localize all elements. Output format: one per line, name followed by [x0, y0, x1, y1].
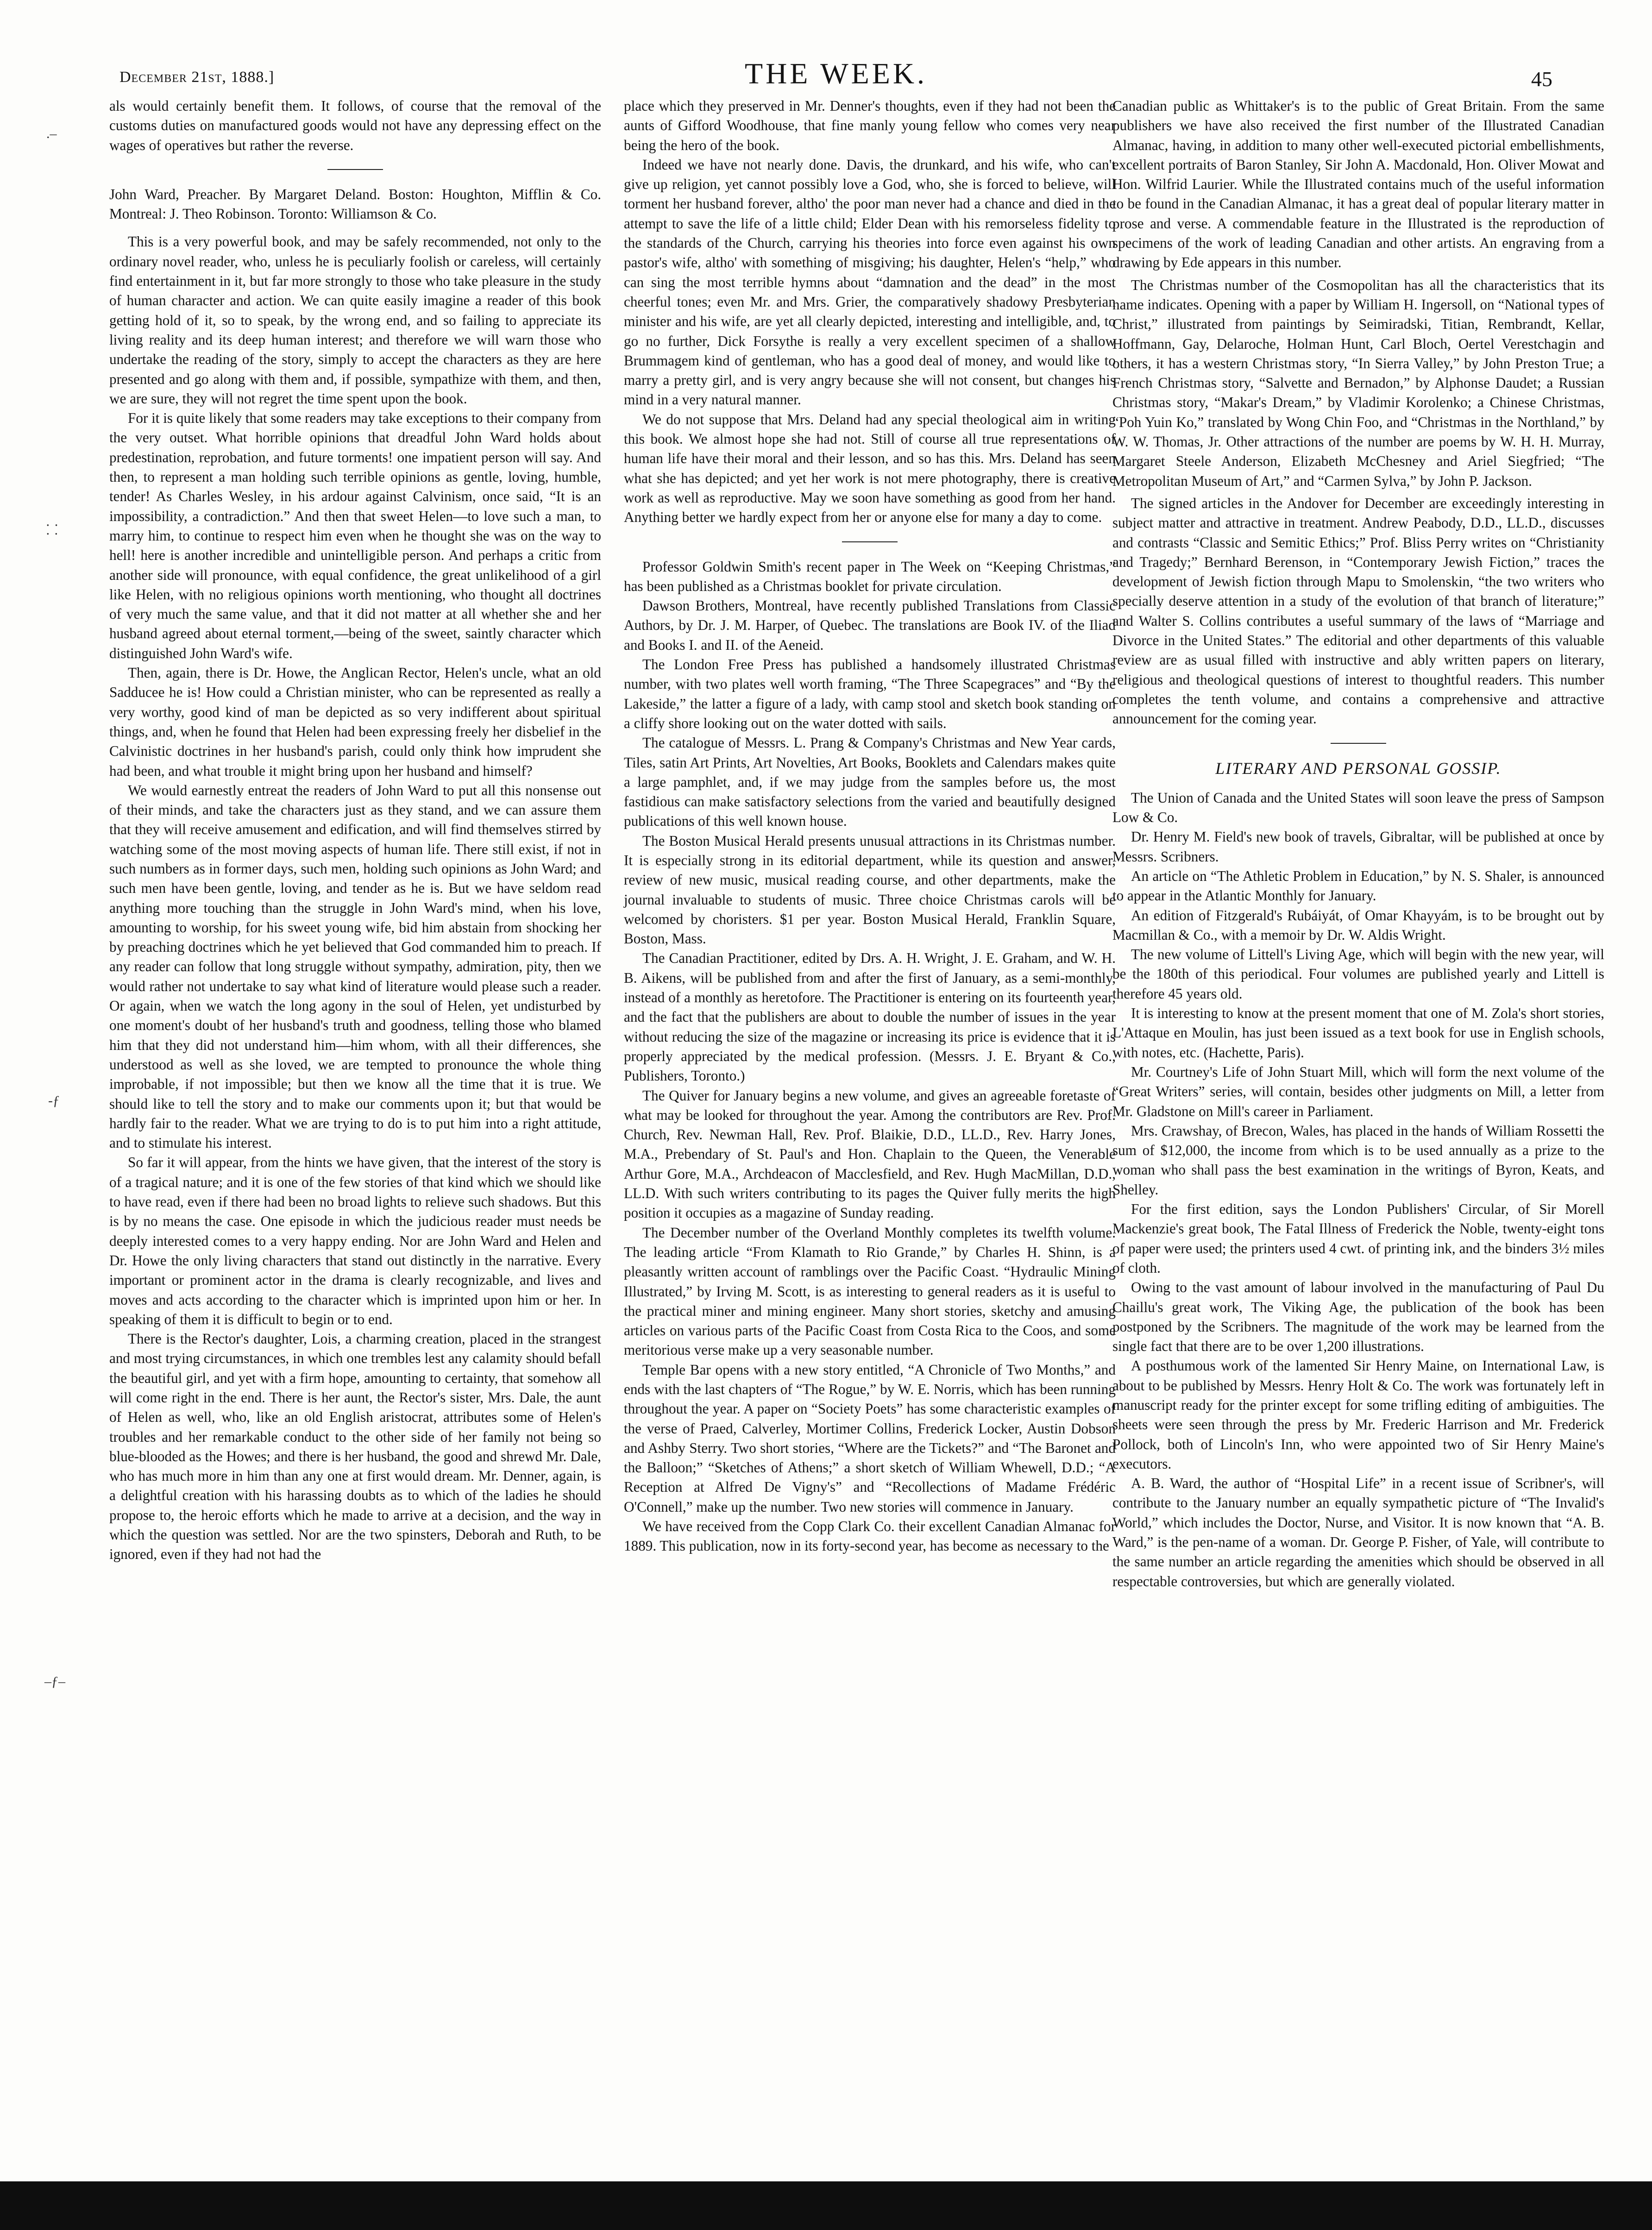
divider-rule — [842, 541, 898, 542]
paragraph: The Christmas number of the Cosmopolitan has all the characteristics that its name indicates. Opening with a paper by William H. Ingersoll, on “National types of Christ,” illustrated from paintings by Seimiradski, Titian, Rembrandt, Kellar, Hoffmann, Gay, Delaroche, Holman Hunt, Carl Bloch, Oertel Verestchagin and others, it has a western Christmas story, “In Sierra Valley,” by John Preston True; a French Christmas story, “Salvette and Bernadon,” by Alphonse Daudet; a Russian Christmas story, “Makar's Dream,” by Vladimir Korolenko; a Chinese Christmas, “Poh Yuin Ko,” translated by Wong Chin Foo, and “Christmas in the Northland,” by W. W. Thomas, Jr. Other attractions of the number are poems by W. H. H. Murray, Margaret Steele Anderson, Elizabeth McChesney and Ariel Siegfried; “The Metropolitan Museum of Art,” and “Carmen Sylva,” by John P. Jackson. — [1112, 276, 1604, 489]
section-title: LITERARY AND PERSONAL GOSSIP. — [1215, 759, 1501, 778]
margin-mark: –ƒ– — [44, 1674, 65, 1689]
paragraph: place which they preserved in Mr. Denner's thoughts, even if they had not been the aunts of Gifford Woodhouse, that fine manly young fellow who comes very near being the hero of the book. — [624, 98, 1116, 153]
paragraph: als would certainly benefit them. It follows, of course that the removal of the customs duties on manufactured goods would not have any depressing effect on the wages of operatives but rather the reverse. — [109, 98, 601, 153]
page-header — [119, 57, 1552, 98]
notice: We have received from the Copp Clark Co. their excellent Canadian Almanac for 1889. This publication, now in its forty-second year, has become as necessary to the — [624, 1518, 1116, 1554]
paragraph: Canadian public as Whittaker's is to the public of Great Britain. From the same publishers we have also received the first number of the Illustrated Canadian Almanac, having, in addition to many other well-executed pictorial embellishments, excellent portraits of Baron Stanley, Sir John A. Macdonald, Hon. Oliver Mowat and Hon. Wilfrid Laurier. While the Illustrated contains much of the useful information to be found in the Canadian Almanac, it has a great deal of popular literary matter in prose and verse. A commendable feature in the Illustrated is the reproduction of specimens of the work of leading Canadian and other artists. An engraving from a drawing by Ede appears in this number. — [1112, 98, 1604, 271]
paragraph: We would earnestly entreat the readers of John Ward to put all this nonsense out of their minds, and take the characters just as they stand, and we can assure them that they will receive amusement and edification, and will find themselves stirred by watching some of the most moving aspects of human life. There still exist, if not in such numbers as in former days, such men, holding such opinions as John Ward; and such men have been gentle, loving, and tender as he is. But we have seldom read anything more touching than the struggle in John Ward's mind, when his love, amounting to worship, for his sweet young wife, bid him abstain from shocking her by preaching doctrines which he yet believed that God commanded him to preach. If any reader can follow that long struggle without sympathy, admiration, pity, then we would rather not undertake to say what kind of literature would please such a reader. Or again, when we watch the long agony in the soul of Helen, yet undisturbed by one moment's doubt of her husband's truth and goodness, telling those who blamed him that they did not understand him—him whom, with all their differences, she understood as well as she loved, we are tempted to pronounce the whole thing improbable, if not impossible; but then we know all the time that it is true. We should like to tell the story and to make our comments upon it; but that would be hardly fair to the reader. What we are trying to do is to put him into a right attitude, and to stimulate his interest. — [109, 782, 601, 1151]
gossip-item: It is interesting to know at the present moment that one of M. Zola's short stories, L'Attaque en Moulin, has just been issued as a text book for use in English schools, with notes, etc. (Hachette, Paris). — [1112, 1005, 1604, 1061]
notice: The December number of the Overland Monthly completes its twelfth volume. The leading article “From Klamath to Rio Grande,” by Charles H. Shinn, is a pleasantly written account of ramblings over the Pacific Coast. “Hydraulic Mining Illustrated,” by Irving M. Scott, is as interesting to general readers as it is useful to the practical miner and mining engineer. Many short stories, sketchy and amusing articles on various parts of the Pacific Coast from Costa Rica to the Coos, and some meritorious verse make up a very seasonable number. — [624, 1224, 1116, 1358]
notice: Professor Goldwin Smith's recent paper in The Week on “Keeping Christmas,” has been published as a Christmas booklet for private circulation. — [624, 558, 1116, 594]
column-1 — [109, 96, 601, 1564]
notice: Temple Bar opens with a new story entitled, “A Chronicle of Two Months,” and ends with the last chapters of “The Rogue,” by W. E. Norris, which has been running throughout the year. A paper on “Society Poets” has some characteristic examples of the verse of Praed, Calverley, Mortimer Collins, Frederick Locker, Austin Dobson and Ashby Sterry. Two short stories, “Where are the Tickets?” and “The Baronet and the Balloon;” “Sketches of Athens;” a short sketch of William Whewell, D.D.; “A Reception at Alfred De Vigny's” and “Recollections of Madame Frédéric O'Connell,” make up the number. Two new stories will commence in January. — [624, 1361, 1116, 1515]
divider-rule — [1331, 743, 1386, 744]
notice: The Quiver for January begins a new volume, and gives an agreeable foretaste of what may be looked for throughout the year. Among the contributors are Rev. Prof. Church, Rev. Newman Hall, Rev. Prof. Blaikie, D.D., LL.D., Rev. Harry Jones, M.A., Prebendary of St. Paul's and Hon. Chaplain to the Queen, the Venerable Arthur Gore, M.A., Archdeacon of Macclesfield, and Rev. Hugh MacMillan, D.D., LL.D. With such writers contributing to its pages the Quiver fully merits the high position it occupies as a magazine of Sunday reading. — [624, 1087, 1116, 1221]
margin-mark: .– — [46, 126, 57, 141]
scan-edge — [0, 2181, 1652, 2230]
gossip-item: An edition of Fitzgerald's Rubáiyát, of Omar Khayyám, is to be brought out by Macmillan & Co., with a memoir by Dr. W. Aldis Wright. — [1112, 907, 1604, 943]
issue-date: December 21st, 1888.] — [119, 69, 275, 86]
paragraph: Then, again, there is Dr. Howe, the Anglican Rector, Helen's uncle, what an old Sadducee he is! How could a Christian minister, who can be represented as really a very worthy, good kind of man be depicted as so very indifferent about spiritual things, and, when he found that Helen had been expressing freely her disbelief in the Calvinistic doctrines in her husband's parish, could only think how imprudent she had been, and what trouble it might bring upon her husband and himself? — [109, 665, 601, 779]
paragraph: There is the Rector's daughter, Lois, a charming creation, placed in the strangest and most trying circumstances, in which one trembles lest any calamity should befall the beautiful girl, and yet with a firm hope, amounting to certainty, that somehow all will come right in the end. There is her aunt, the Rector's sister, Mrs. Dale, the aunt of Helen as well, who, like an old English aristocrat, attributes some of Helen's troubles and her remarkable conduct to the other side of her family not being so blue-blooded as the Howes; and there is her husband, the good and shrewd Mr. Dale, who has much more in him than any one at first would dream. Mr. Denner, again, is a delightful creation with his harassing doubts as to which of the ladies he should propose to, the heroic efforts which he made to arrive at a decision, and the way in which the question was settled. Nor are the two spinsters, Deborah and Ruth, to be ignored, even if they had not had the — [109, 1331, 601, 1563]
gossip-item: Mr. Courtney's Life of John Stuart Mill, which will form the next volume of the “Great Writers” series, will contain, besides other judgments on Mill, a letter from Mr. Gladstone on Mill's career in Parliament. — [1112, 1063, 1604, 1119]
margin-mark: ‑ƒ — [48, 1093, 60, 1108]
notice: The London Free Press has published a handsomely illustrated Christmas number, with two plates well worth framing, “The Three Scapegraces” and “By the Lakeside,” the latter a figure of a lady, with camp stool and sketch book standing on a cliffy shore looking out on the water dotted with sails. — [624, 656, 1116, 731]
notice: The Canadian Practitioner, edited by Drs. A. H. Wright, J. E. Graham, and W. H. B. Aikens, will be published from and after the first of January, as a semi-monthly, instead of a monthly as heretofore. The Practitioner is entering on its fourteenth year, and the fact that the publishers are about to double the number of issues in the year without reducing the size of the magazine or increasing its price is evidence that it is properly appreciated by the medical profession. (Messrs. J. E. Bryant & Co., Publishers, Toronto.) — [624, 950, 1116, 1084]
paragraph: The signed articles in the Andover for December are exceedingly interesting in subject matter and attractive in treatment. Andrew Peabody, D.D., LL.D., discusses and contrasts “Classic and Semitic Ethics;” Prof. Bliss Perry writes on “Christianity and Tragedy;” Bernhard Berenson, in “Contemporary Jewish Fiction,” traces the development of Jewish fiction through Mapu to Smolenskin, “the two writers who specially deserve attention in a study of the evolution of that branch of literature;” and Walter S. Collins contributes a useful summary of the laws of “Marriage and Divorce in the United States.” The editorial and other departments of this valuable review are as usual filled with instructive and ably written papers on literary, religious and theological questions of interest to thoughtful readers. This number completes the tenth volume, and contains a comprehensive and attractive announcement for the coming year. — [1112, 495, 1604, 727]
paragraph: For it is quite likely that some readers may take exceptions to their company from the very outset. What horrible opinions that dreadful John Ward holds about predestination, reprobation, and future torments! one impatient person will say. And then, to represent a man holding such terrible opinions as gentle, loving, humble, tender! As Charles Wesley, in his ardour against Calvinism, once said, “It is an impossibility, a contradiction.” And then that sweet Helen—to love such a man, to marry him, to continue to respect him even when he thought she was on the way to hell! here is another incredible and unintelligible person. And perhaps a critic from another side will pronounce, with equal confidence, the great unlikelihood of a girl like Helen, with no religious opinions worth mentioning, who thought all doctrines of very much the same value, and that it did not matter at all whether she and her husband agreed about eternal torment,—being of the sweet, saintly character which distinguished John Ward's wife. — [109, 410, 601, 661]
notice: The Boston Musical Herald presents unusual attractions in its Christmas number. It is especially strong in its editorial department, while its question and answer, review of new music, musical reading course, and other departments, make the journal invaluable to students of music. Three choice Christmas carols will be welcomed by choristers. $1 per year. Boston Musical Herald, Franklin Square, Boston, Mass. — [624, 832, 1116, 947]
margin-mark: ⸬ — [46, 522, 58, 538]
gossip-item: The Union of Canada and the United States will soon leave the press of Sampson Low & Co. — [1112, 789, 1604, 826]
notice: Dawson Brothers, Montreal, have recently published Translations from Classic Authors, by Dr. J. M. Harper, of Quebec. The translations are Book IV. of the Iliad and Books I. and II. of the Aeneid. — [624, 597, 1116, 653]
gossip-item: A. B. Ward, the author of “Hospital Life” in a recent issue of Scribner's, will contribute to the January number an equally sympathetic picture of “The Invalid's World,” which includes the Doctor, Nurse, and Visitor. It is now known that “A. B. Ward,” is the pen-name of a woman. Dr. George P. Fisher, of Yale, will contribute to the same number an article regarding the amenities which should be observed in all respectable controversies, but which are generally violated. — [1112, 1475, 1604, 1589]
masthead-title: THE WEEK. — [744, 57, 928, 90]
column-2 — [624, 96, 1116, 1556]
column-3 — [1112, 96, 1604, 1591]
notice: The catalogue of Messrs. L. Prang & Company's Christmas and New Year cards, Tiles, satin Art Prints, Art Novelties, Art Books, Booklets and Calendars makes quite a large pamphlet, and, if we may judge from the samples before us, the most fastidious can make satisfactory selections from the varied and beautifully designed publications of this well known house. — [624, 735, 1116, 829]
gossip-item: Mrs. Crawshay, of Brecon, Wales, has placed in the hands of William Rossetti the sum of $12,000, the income from which is to be used annually as a prize to the woman who shall pass the best examination in the writings of Byron, Keats, and Shelley. — [1112, 1122, 1604, 1198]
gossip-item: For the first edition, says the London Publishers' Circular, of Sir Morell Mackenzie's great book, The Fatal Illness of Frederick the Noble, twenty-eight tons of paper were used; the printers used 4 cwt. of printing ink, and the binders 3½ miles of cloth. — [1112, 1201, 1604, 1276]
paragraph: Indeed we have not nearly done. Davis, the drunkard, and his wife, who can't give up religion, yet cannot possibly love a God, who, she is forced to believe, will torment her husband forever, altho' the poor man never had a chance and died in the attempt to save the life of a little child; Elder Dean with his remorseless fidelity to the standards of the Church, carrying his theories into force even against his own pastor's wife, altho' with something of misgiving; his daughter, Helen's “help,” who can sing the most terrible hymns about “damnation and the dead” in the most cheerful tones; even Mr. and Mrs. Grier, the comparatively shadowy Presbyterian minister and his wife, are yet all clearly depicted, interesting and intelligible, and, to go no further, Dick Forsythe is really a very excellent specimen of a shallow Brummagem kind of gentleman, who has a good deal of money, and would like to marry a pretty girl, and is very angry because she will not consent, but changes his mind in a very natural manner. — [624, 156, 1116, 408]
gossip-item: The new volume of Littell's Living Age, which will begin with the new year, will be the 180th of this periodical. Four volumes are published yearly and Littell is therefore 45 years old. — [1112, 946, 1604, 1002]
gossip-item: Owing to the vast amount of labour involved in the manufacturing of Paul Du Chaillu's great work, The Viking Age, the publication of the book has been postponed by the Scribners. The magnitude of the work may be learned from the single fact that there are to be over 1,200 illustrations. — [1112, 1279, 1604, 1355]
paragraph: We do not suppose that Mrs. Deland had any special theological aim in writing this book. We almost hope she had not. Still of course all true representations of human life have their moral and their lesson, and so has this. Mrs. Deland has seen what she has depicted; and yet her work is not mere photography, there is creative work as well as reproductive. May we soon have something as good from her hand. Anything better we hardly expect from her or anyone else for many a day to come. — [624, 411, 1116, 526]
paragraph: This is a very powerful book, and may be safely recommended, not only to the ordinary novel reader, who, unless he is peculiarly foolish or careless, will certainly find entertainment in it, but far more strongly to those who take pleasure in the study of human character and action. We can quite easily imagine a reader of this book getting hold of it, so to speak, by the wrong end, and so failing to appreciate its living reality and its deep human interest; and therefore we will warn those who undertake the reading of the story, simply to accept the characters as they are here presented and go along with them and, if possible, sympathize with them, and then, we are sure, they will not regret the time spent upon the book. — [109, 233, 601, 407]
gossip-item: Dr. Henry M. Field's new book of travels, Gibraltar, will be published at once by Messrs. Scribners. — [1112, 829, 1604, 865]
divider-rule — [327, 169, 383, 170]
page-number: 45 — [1531, 67, 1552, 91]
review-heading: John Ward, Preacher. By Margaret Deland. Boston: Houghton, Mifflin & Co. Montreal: J. Theo Robinson. Toronto: Williamson & Co. — [109, 186, 601, 222]
gossip-item: An article on “The Athletic Problem in Education,” by N. S. Shaler, is announced to appear in the Atlantic Monthly for January. — [1112, 867, 1604, 904]
paragraph: So far it will appear, from the hints we have given, that the interest of the story is of a tragical nature; and it is one of the few stories of that kind which we should like to have read, even if there had been no broad lights to relieve such shadows. But this is by no means the case. One episode in which the judicious reader must needs be deeply interested comes to a very happy ending. Nor are John Ward and Helen and Dr. Howe the only living characters that stand out distinctly in the narrative. Every important or prominent actor in the drama is clearly recognizable, and lives and moves and acts according to the character which is imprinted upon him or her. In speaking of them it is difficult to begin or to end. — [109, 1154, 601, 1327]
gossip-item: A posthumous work of the lamented Sir Henry Maine, on International Law, is about to be published by Messrs. Henry Holt & Co. The work was fortunately left in manuscript ready for the printer except for some trifling editing of ambiguities. The sheets were seen through the press by Mr. Frederic Harrison and Mr. Frederick Pollock, both of Lincoln's Inn, who were appointed two of Sir Henry Maine's executors. — [1112, 1357, 1604, 1472]
